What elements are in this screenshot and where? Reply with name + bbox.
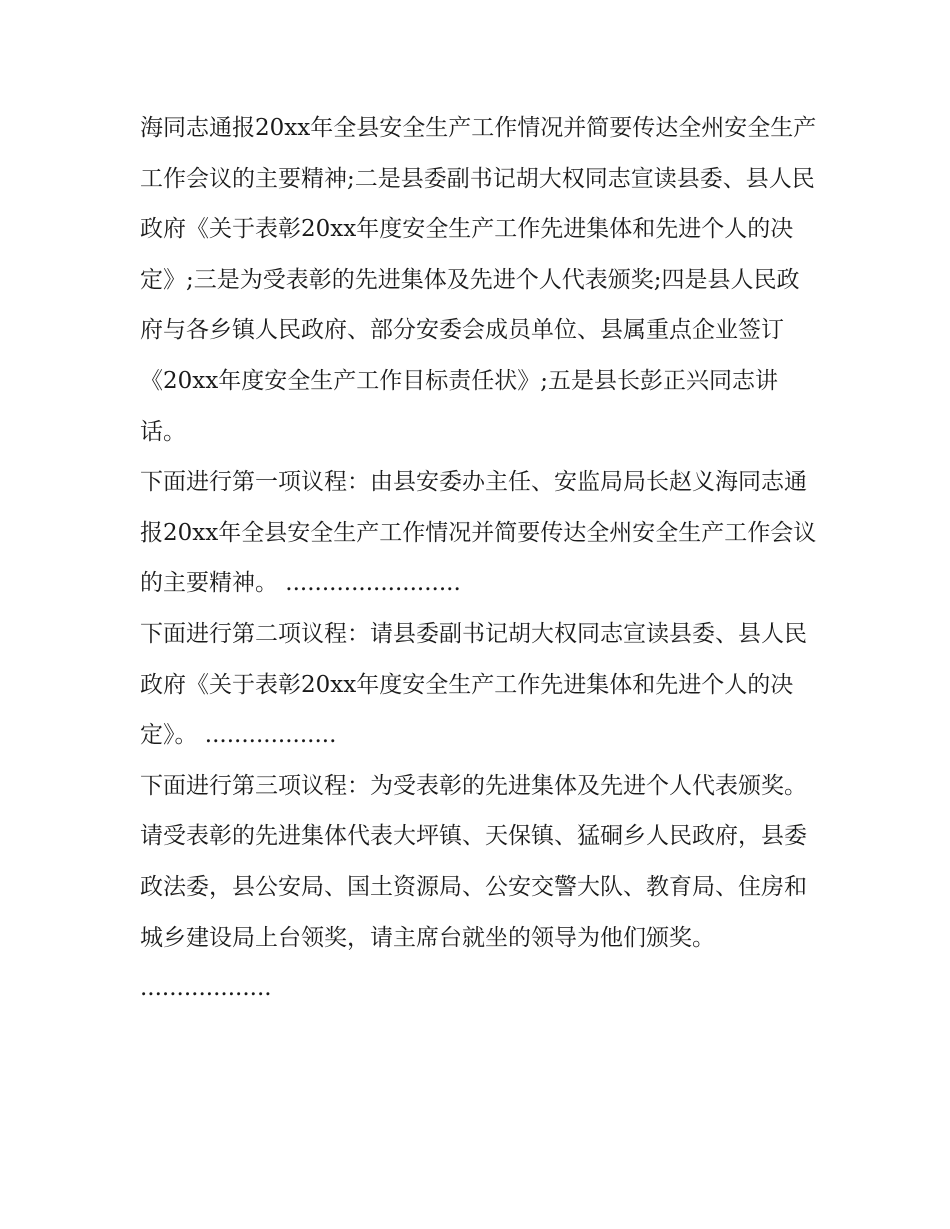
document-page [140,103,820,1014]
paragraph-ellipsis: .................. [140,975,272,1002]
paragraph-award-recipients: 请受表彰的先进集体代表大坪镇、天保镇、猛硐乡人民政府，县委政法委，县公安局、国土资源局、公安交警大队、教育局、住房和城乡建设局上台领奖，请主席台就坐的领导为他们颁奖。 [140,823,807,951]
paragraph-item-two: 下面进行第二项议程：请县委副书记胡大权同志宣读县委、县人民政府《关于表彰20xx年度安全生产工作先进集体和先进个人的决定》。 .................. [140,620,807,749]
paragraph-item-one: 下面进行第一项议程：由县安委办主任、安监局局长赵义海同志通报20xx年全县安全生产工作情况并简要传达全州安全生产工作会议的主要精神。 ........................ [140,469,817,597]
paragraph-item-three: 下面进行第三项议程：为受表彰的先进集体及先进个人代表颁奖。 [140,772,807,799]
paragraph-agenda-summary: 海同志通报20xx年全县安全生产工作情况并简要传达全州安全生产工作会议的主要精神;二是县委副书记胡大权同志宣读县委、县人民政府《关于表彰20xx年度安全生产工作先进集体和先进个人的决定》;三是为受表彰的先进集体及先进个人代表颁奖;四是县人民政府与各乡镇人民政府、部分安委会成员单位、县属重点企业签订《20xx年度安全生产工作目标责任状》;五是县长彭正兴同志讲话。 [140,115,817,445]
